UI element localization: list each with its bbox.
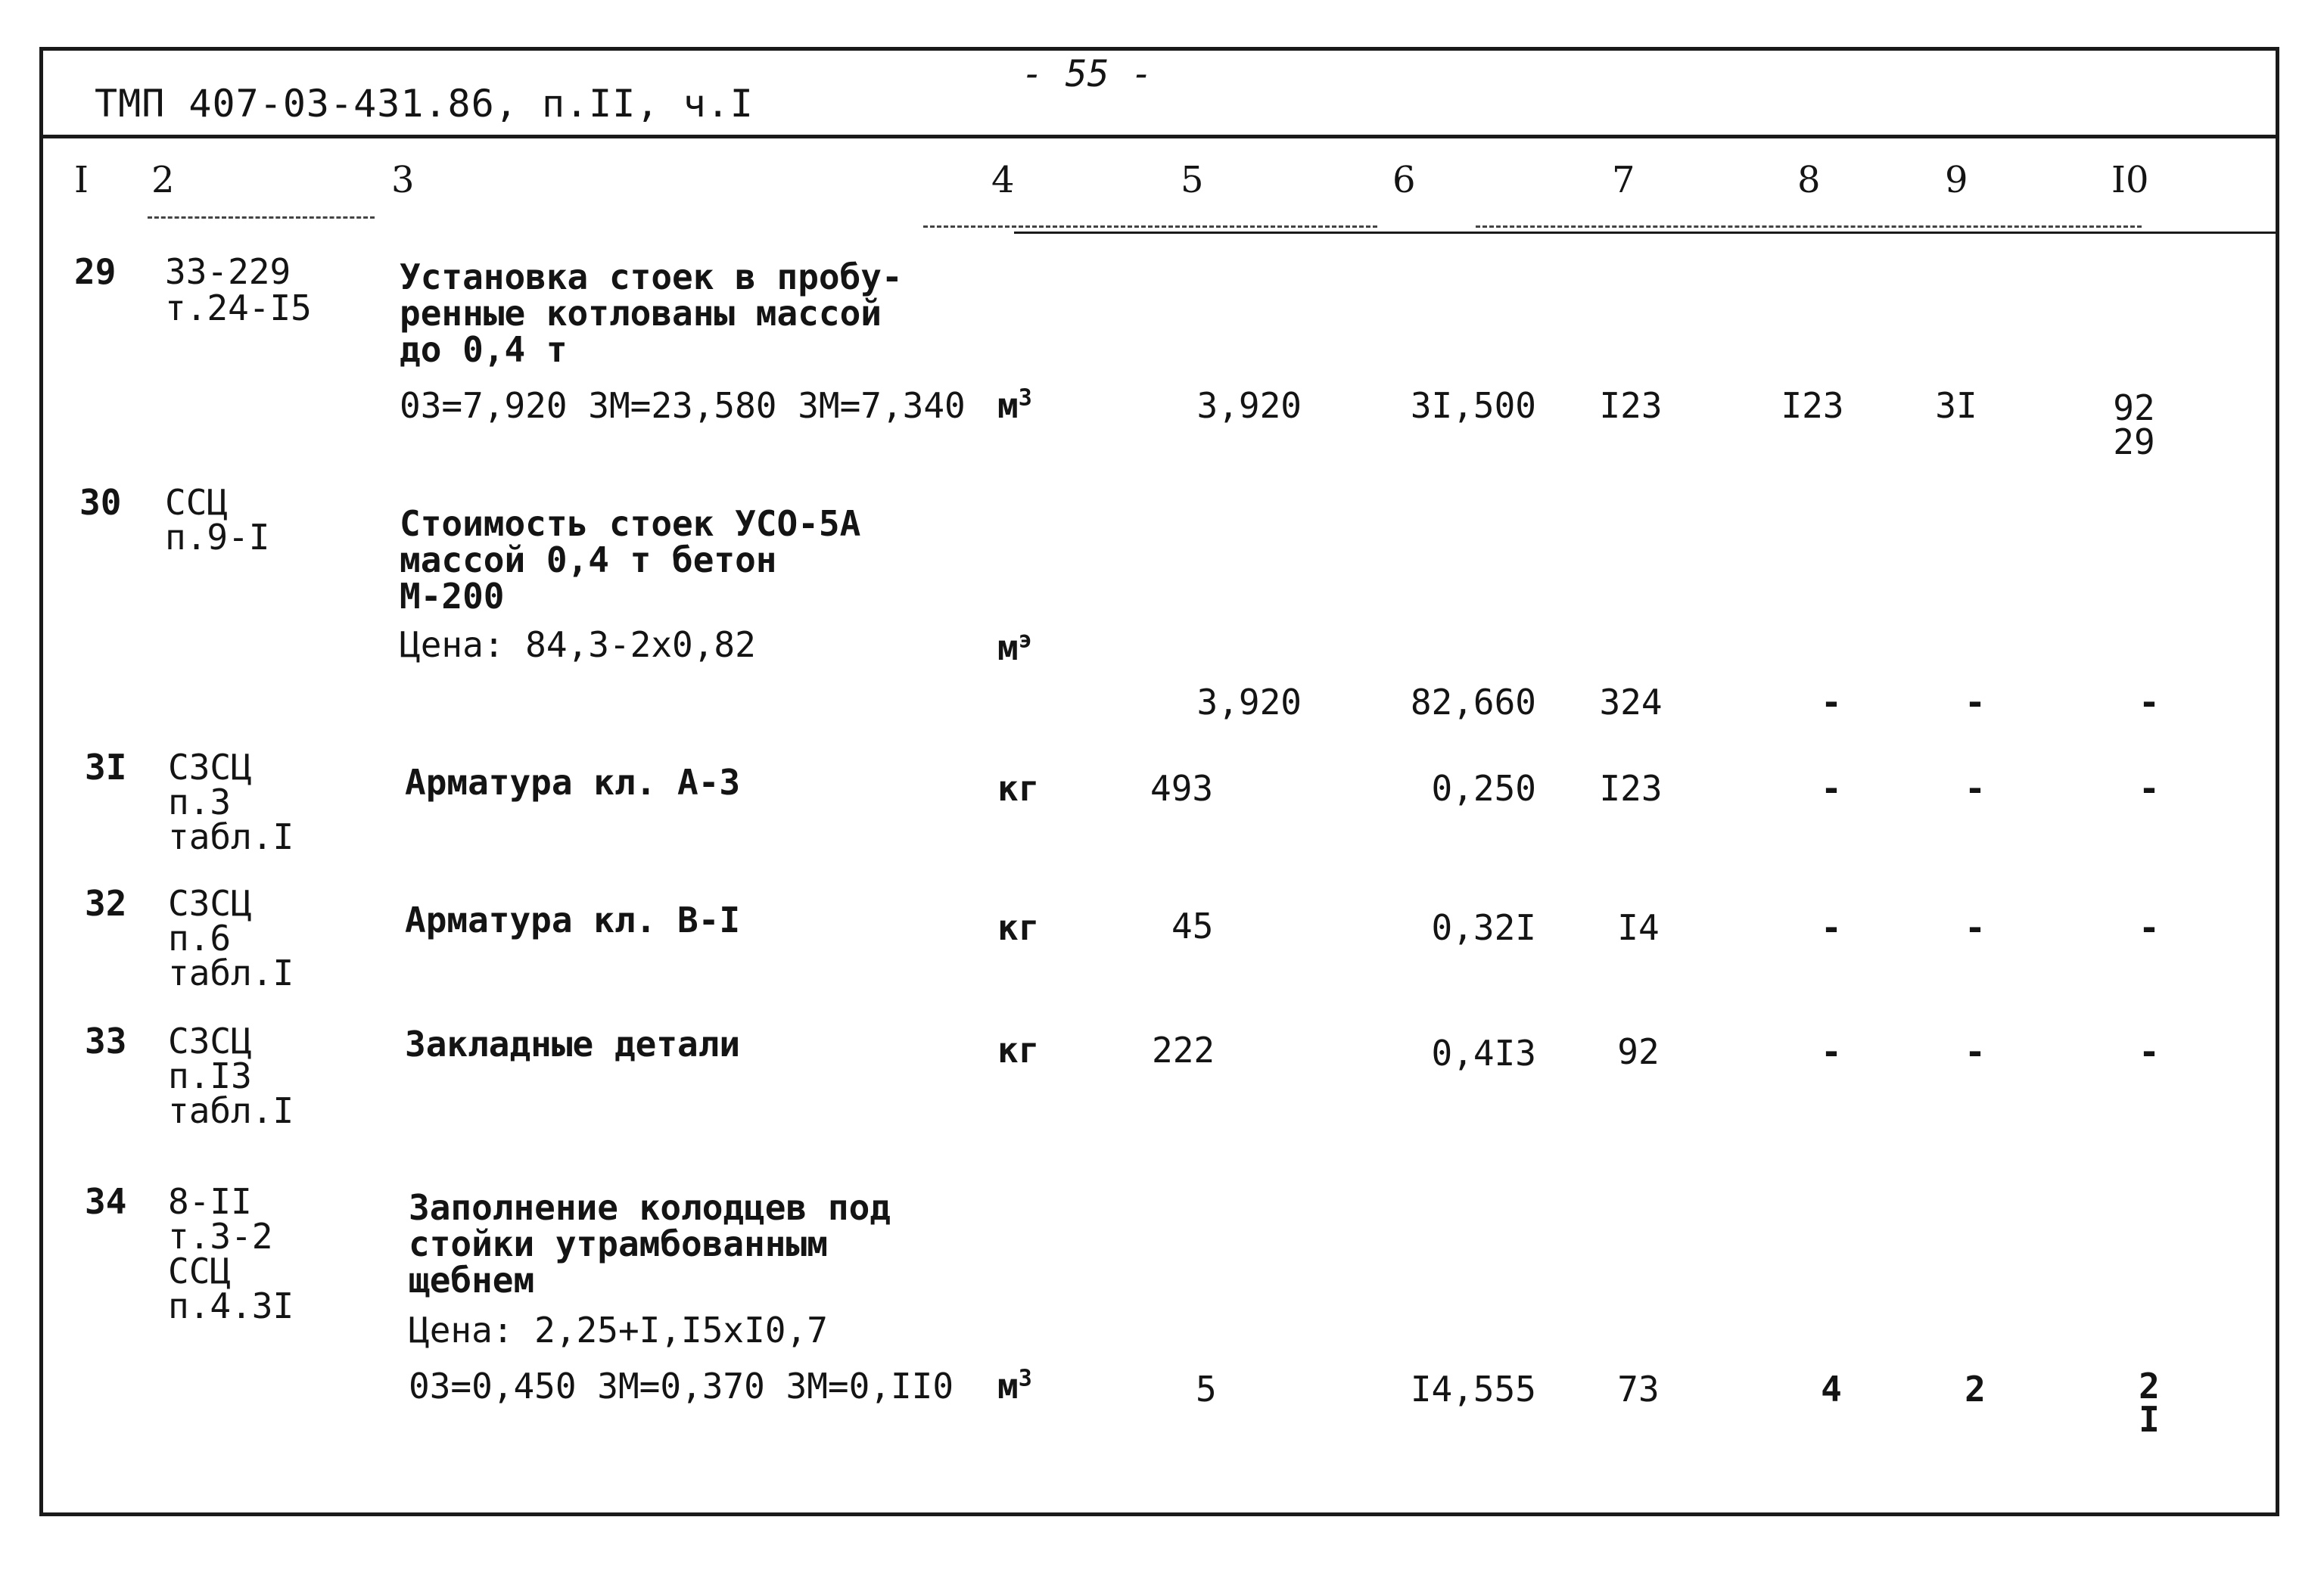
col-header-1: I	[74, 159, 89, 201]
col-header-7: 7	[1612, 159, 1635, 201]
row-col10: -	[2139, 768, 2160, 809]
row-unit: кг	[997, 907, 1040, 948]
row-code: 8-II	[168, 1181, 252, 1222]
row-quantity: 493	[1150, 768, 1214, 809]
row-col10: 2	[2139, 1366, 2160, 1407]
row-description: до 0,4 т	[400, 329, 568, 370]
row-unit-price: 0,250	[1431, 768, 1536, 809]
row-quantity: 222	[1152, 1030, 1215, 1071]
row-code: табл.I	[168, 953, 294, 993]
row-col9: 2	[1965, 1369, 1986, 1410]
row-code: п.I3	[168, 1055, 252, 1096]
row-quantity: 3,920	[1196, 385, 1302, 426]
row-description: Арматура кл. В-I	[405, 900, 741, 940]
row-col9: -	[1965, 682, 1986, 723]
row-col10: -	[2139, 1031, 2160, 1072]
row-unit: $м^3$	[997, 384, 1032, 426]
col-header-3: 3	[391, 159, 415, 201]
row-col9: -	[1965, 768, 1986, 809]
row-col8: -	[1821, 907, 1842, 948]
row-price-formula: Цена: 2,25+I,I5хI0,7	[409, 1310, 828, 1351]
row-description: щебнем	[409, 1260, 535, 1301]
row-description: Заполнение колодцев под	[409, 1187, 891, 1228]
row-col8: -	[1821, 682, 1842, 723]
row-quantity: 3,920	[1196, 682, 1302, 723]
row-code: СЗСЦ	[168, 1021, 252, 1062]
row-code: п.3	[168, 782, 232, 822]
row-unit-price: 82,660	[1410, 682, 1536, 723]
row-col10: 92	[2113, 387, 2155, 428]
row-unit-price: 0,32I	[1431, 907, 1536, 948]
row-description: Установка стоек в пробу-	[400, 256, 903, 297]
row-quantity: 45	[1171, 906, 1214, 947]
row-code: ССЦ	[168, 1251, 232, 1292]
row-col7: 73	[1617, 1369, 1660, 1410]
col-header-9: 9	[1945, 159, 1968, 201]
row-number: 3I	[85, 747, 127, 788]
row-description: ренные котлованы массой	[400, 293, 882, 334]
row-unit: $м^э$	[997, 626, 1032, 668]
row-unit-price: 0,4I3	[1431, 1033, 1536, 1074]
row-code: т.3-2	[168, 1216, 273, 1257]
header-rule	[39, 135, 2279, 138]
row-col7: I4	[1617, 907, 1660, 948]
row-code: табл.I	[168, 816, 294, 857]
row-description: Стоимость стоек УСО-5А	[400, 503, 861, 544]
row-col9: 3I	[1935, 385, 1977, 426]
col-header-4: 4	[991, 159, 1015, 201]
row-col10: I	[2139, 1399, 2160, 1440]
col-header-8: 8	[1797, 159, 1821, 201]
row-description: М-200	[400, 576, 505, 617]
row-code: т.24-I5	[165, 288, 312, 328]
row-description: массой 0,4 т бетон	[400, 539, 777, 580]
row-col8: 4	[1821, 1369, 1842, 1410]
col-header-5: 5	[1181, 159, 1204, 201]
row-formula: 03=0,450 ЗМ=0,370 ЗМ=0,II0	[409, 1366, 954, 1407]
row-code: п.6	[168, 918, 232, 959]
row-col8: -	[1821, 768, 1842, 809]
row-number: 34	[85, 1181, 127, 1222]
row-description: стойки утрамбованным	[409, 1223, 828, 1264]
row-col10: -	[2139, 907, 2160, 948]
row-col7: I23	[1599, 385, 1663, 426]
row-col9: -	[1965, 1031, 1986, 1072]
row-unit: кг	[997, 1030, 1040, 1071]
col-header-10: I0	[2111, 159, 2149, 201]
col-header-6: 6	[1392, 159, 1416, 201]
row-number: 33	[85, 1021, 127, 1062]
row-number: 29	[74, 251, 117, 292]
dashed-rule	[1476, 225, 2142, 228]
row-col7: 92	[1617, 1031, 1660, 1072]
row-col10: 29	[2113, 421, 2155, 462]
row-col7: 324	[1599, 682, 1663, 723]
row-formula: Цена: 84,3-2х0,82	[400, 624, 756, 665]
dashed-rule	[148, 216, 375, 219]
row-code: п.9-I	[165, 517, 270, 558]
row-col8: -	[1821, 1031, 1842, 1072]
row-unit-price: I4,555	[1410, 1369, 1536, 1410]
row-code: табл.I	[168, 1090, 294, 1131]
document-code: ТМП 407-03-431.86, п.II, ч.I	[95, 82, 754, 126]
row-col10: -	[2139, 682, 2160, 723]
row-col9: -	[1965, 907, 1986, 948]
column-header-rule	[1014, 232, 2279, 234]
row-code: 33-229	[165, 251, 291, 292]
row-code: СЗСЦ	[168, 747, 252, 788]
row-quantity: 5	[1196, 1369, 1217, 1410]
row-col7: I23	[1599, 768, 1663, 809]
row-unit-price: 3I,500	[1410, 385, 1536, 426]
col-header-2: 2	[151, 159, 175, 201]
row-code: СЗСЦ	[168, 883, 252, 924]
row-col8: I23	[1781, 385, 1844, 426]
dashed-rule	[923, 225, 1377, 228]
row-formula: 03=7,920 ЗМ=23,580 ЗМ=7,340	[400, 385, 966, 426]
row-code: ССЦ	[165, 482, 229, 523]
row-code: п.4.3I	[168, 1285, 294, 1326]
row-number: 30	[79, 482, 122, 523]
row-description: Закладные детали	[405, 1024, 741, 1065]
row-unit: $м^3$	[997, 1365, 1032, 1407]
page-number: - 55 -	[1022, 53, 1153, 95]
row-unit: кг	[997, 768, 1040, 809]
row-description: Арматура кл. А-3	[405, 762, 741, 803]
row-number: 32	[85, 883, 127, 924]
